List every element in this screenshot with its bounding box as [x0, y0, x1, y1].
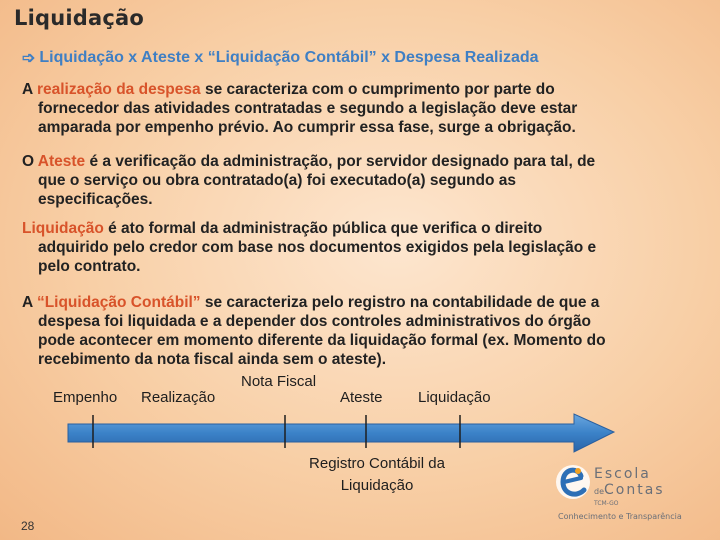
subtitle [22, 48, 539, 68]
timeline-label-empenho: Empenho [53, 389, 118, 406]
paragraph-line [22, 219, 694, 238]
timeline-label-liquidacao: Liquidação [418, 389, 491, 406]
paragraph-line: recebimento da nota fiscal ainda sem o ateste). [38, 351, 387, 368]
logo-line-escola: Escola [594, 466, 651, 482]
paragraph-line [22, 152, 694, 171]
logo-contas: Contas [604, 482, 665, 498]
highlight-term: Ateste [37, 153, 86, 170]
escola-de-contas-logo [554, 460, 684, 522]
registro-contabil-label [296, 453, 458, 497]
timeline-label-realizacao: Realização [141, 389, 216, 406]
logo-de: de [594, 487, 604, 496]
registro-line-2: Liquidação [340, 477, 414, 494]
paragraph-line: amparada por empenho prévio. Ao cumprir essa fase, surge a obrigação. [38, 119, 576, 136]
text: A [22, 294, 37, 311]
page-number: 28 [21, 519, 35, 533]
logo-line-contas [594, 482, 665, 498]
logo-line-tcm: TCM-GO [594, 500, 619, 507]
highlight-term: realização da despesa [36, 81, 201, 98]
highlight-term: Liquidação [22, 220, 104, 237]
timeline-label-ateste: Ateste [340, 389, 383, 406]
registro-line-1: Registro Contábil da [309, 455, 445, 472]
paragraph-line: pode acontecer em momento diferente da liquidação formal (ex. Momento do [38, 332, 606, 349]
paragraph-ateste [22, 152, 694, 209]
paragraph-line: fornecedor das atividades contratadas e segundo a legislação deve estar [38, 100, 578, 117]
timeline-label-nota-fiscal: Nota Fiscal [241, 373, 317, 390]
paragraph-line: especificações. [38, 191, 153, 208]
paragraph-liquidacao [22, 219, 694, 276]
paragraph-line: pelo contrato. [38, 258, 141, 275]
paragraph-line: despesa foi liquidada e a depender dos controles administrativos do órgão [38, 313, 591, 330]
subtitle-text: Liquidação x Ateste x “Liquidação Contábil” x Despesa Realizada [39, 49, 539, 66]
paragraph-despesa-realizada [22, 80, 694, 137]
text: A [22, 81, 37, 98]
e-logo-icon [554, 460, 592, 504]
text: se caracteriza pelo registro na contabilidade de que a [200, 294, 600, 311]
arrow-bullet-icon: ➩ [22, 50, 36, 67]
paragraph-line [22, 80, 694, 99]
slide-title: Liquidação [14, 6, 145, 30]
paragraph-line: que o serviço ou obra contratado(a) foi executado(a) segundo as [38, 172, 516, 189]
text: O [22, 153, 38, 170]
paragraph-line: adquirido pelo credor com base nos documentos exigidos pela legislação e [38, 239, 597, 256]
logo-tagline: Conhecimento e Transparência [558, 512, 682, 521]
text: é ato formal da administração pública que verifica o direito [103, 220, 543, 237]
paragraph-liquidacao-contabil [22, 293, 694, 369]
text: se caracteriza com o cumprimento por parte do [200, 81, 555, 98]
paragraph-line [22, 293, 694, 312]
timeline-arrow-body [68, 414, 614, 452]
highlight-term: “Liquidação Contábil” [36, 294, 201, 311]
text: é a verificação da administração, por servidor designado para tal, de [85, 153, 596, 170]
